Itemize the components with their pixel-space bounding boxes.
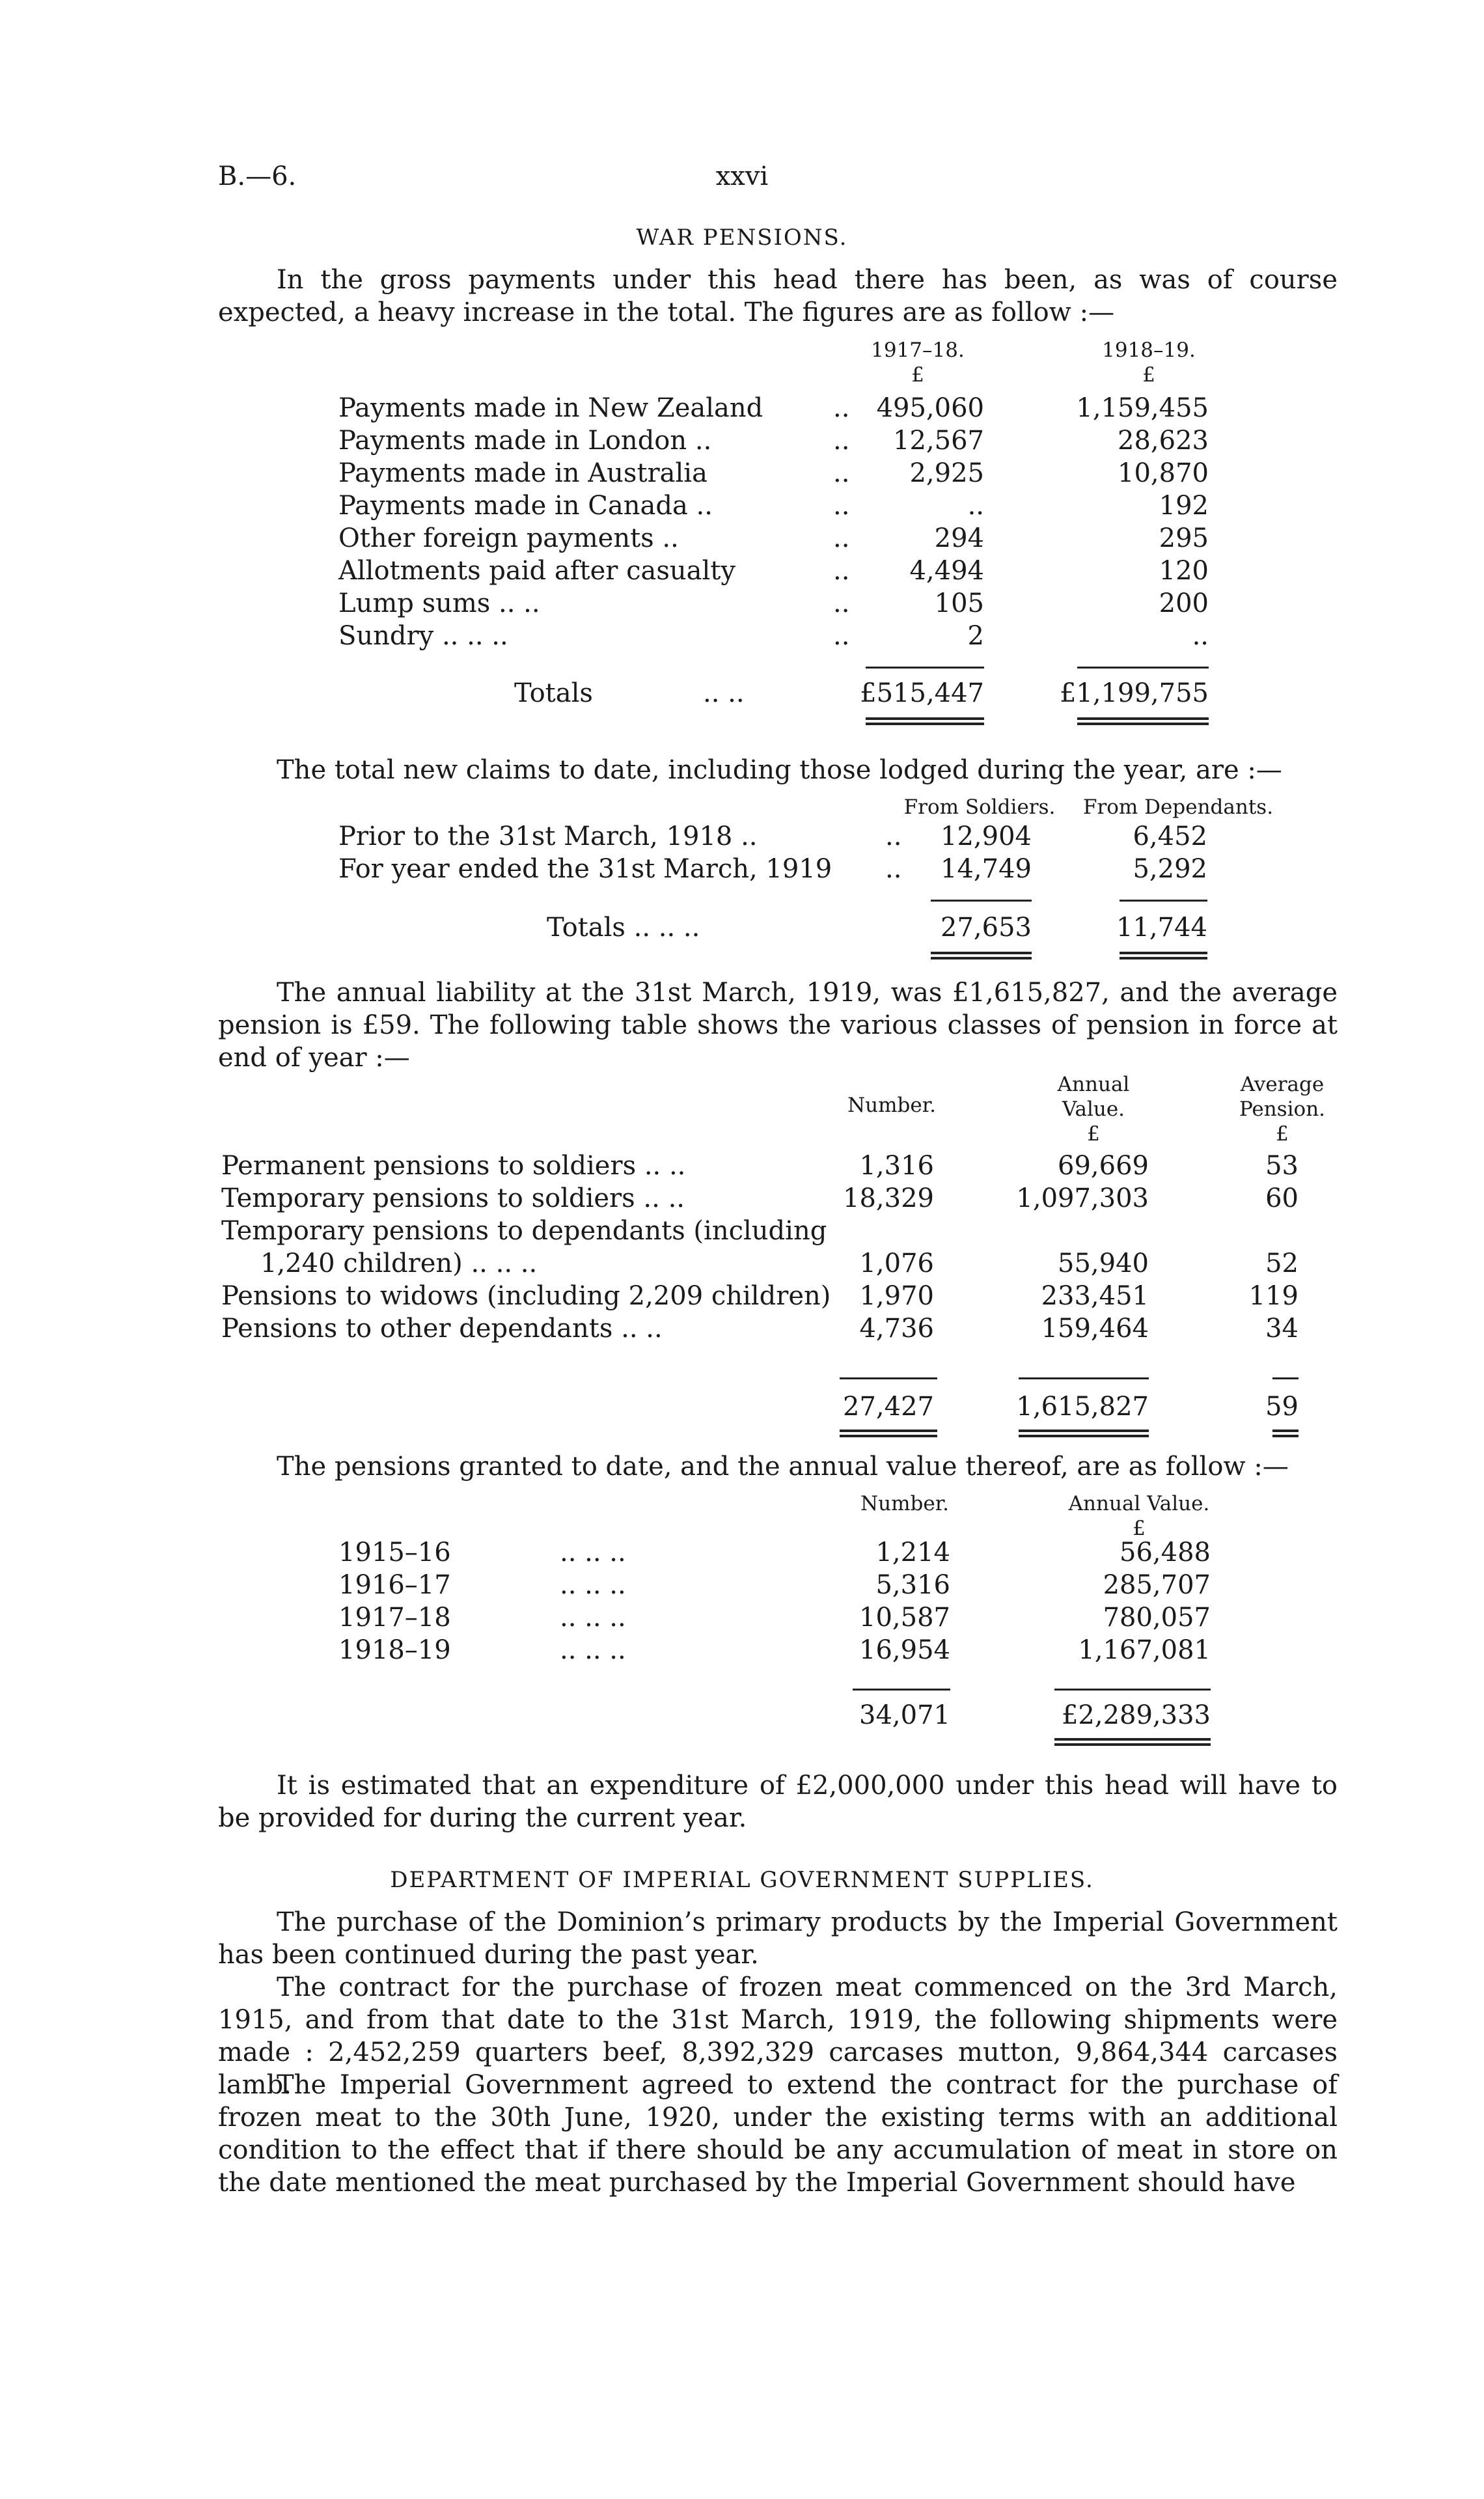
classes-row-value: 233,451 <box>1041 1281 1149 1311</box>
claims-row-label: For year ended the 31st March, 1919 <box>338 854 832 884</box>
gross-row-value-1917: 105 <box>934 588 984 618</box>
gross-double-rule-2 <box>1077 717 1209 725</box>
granted-unit: £ <box>1133 1517 1146 1540</box>
classes-row-label: Pensions to other dependants .. .. <box>221 1314 663 1344</box>
gross-col-header-1918: 1918–19. <box>1102 338 1196 362</box>
classes-row-average: 60 <box>1265 1183 1298 1213</box>
classes-row-label: Temporary pensions to soldiers .. .. <box>221 1183 685 1213</box>
gross-row-label: Lump sums .. .. <box>338 588 540 618</box>
claims-row-soldiers: 14,749 <box>941 854 1032 884</box>
gross-row-leader: .. <box>833 426 850 456</box>
section-code: B.—6. <box>218 161 297 191</box>
granted-row-leader: .. .. .. <box>560 1538 626 1567</box>
gross-double-rule-1 <box>866 717 984 725</box>
granted-rule-2 <box>1054 1689 1211 1691</box>
granted-row-number: 10,587 <box>859 1603 950 1633</box>
claims-totals-label: Totals .. .. .. <box>547 913 700 943</box>
granted-row-leader: .. .. .. <box>560 1635 626 1665</box>
granted-row-year: 1916–17 <box>338 1570 451 1600</box>
classes-row-value: 1,097,303 <box>1016 1183 1149 1213</box>
granted-col-value: Annual Value. <box>1068 1492 1210 1515</box>
gross-rule-2 <box>1077 667 1209 669</box>
gross-row-value-1917: 2,925 <box>909 458 984 488</box>
gross-totals-leader: .. .. <box>703 678 745 708</box>
granted-row-value: 285,707 <box>1103 1570 1211 1600</box>
classes-unit-value: £ <box>1087 1122 1100 1146</box>
gross-row-leader: .. <box>833 393 850 423</box>
granted-row-value: 56,488 <box>1120 1538 1211 1567</box>
gross-row-label: Allotments paid after casualty <box>338 556 735 586</box>
classes-row-number: 1,316 <box>859 1151 934 1181</box>
gross-row-value-1917: 495,060 <box>876 393 984 423</box>
claims-intro: The total new claims to date, including those lodged during the year, are :— <box>277 755 1282 785</box>
gross-row-value-1917: 294 <box>934 523 984 553</box>
classes-row-label: Temporary pensions to dependants (including <box>221 1216 827 1246</box>
classes-rule-2 <box>1019 1377 1149 1379</box>
classes-unit-pension: £ <box>1276 1122 1289 1146</box>
gross-row-value-1918: 1,159,455 <box>1076 393 1209 423</box>
gross-rule-1 <box>866 667 984 669</box>
classes-rule-1 <box>840 1377 937 1379</box>
claims-row-dependants: 5,292 <box>1133 854 1207 884</box>
claims-double-rule-1 <box>931 952 1032 960</box>
granted-total-number: 34,071 <box>859 1700 950 1730</box>
claims-col-dependants: From Dependants. <box>1082 795 1274 819</box>
gross-row-value-1917: 12,567 <box>893 426 984 456</box>
estimate-paragraph: It is estimated that an expenditure of £2,000,000 under this head will have to be provided for during the current year. <box>218 1771 1338 1833</box>
gross-row-value-1917: 2 <box>967 621 984 651</box>
gross-row-leader: .. <box>833 523 850 553</box>
classes-row-number: 18,329 <box>843 1183 934 1213</box>
granted-row-year: 1915–16 <box>338 1538 451 1567</box>
classes-row-value: 159,464 <box>1041 1314 1149 1344</box>
gross-row-label: Payments made in New Zealand <box>338 393 763 423</box>
liability-paragraph: The annual liability at the 31st March, 1919, was £1,615,827, and the average pension is £59. The following table shows the various classes of pension in force at end of year :— <box>218 978 1338 1073</box>
gross-row-leader: .. <box>833 621 850 651</box>
classes-total-average: 59 <box>1265 1392 1298 1422</box>
imperial-paragraph-2: The contract for the purchase of frozen meat commenced on the 3rd March, 1915, and from that date to the 31st March, 1919, the following shipments were made : 2,452,259 quarters beef, 8,392,329 carcases mutton, 9,864,344 carcases lamb. <box>218 1972 1338 2100</box>
gross-row-value-1918: 200 <box>1159 588 1209 618</box>
granted-row-leader: .. .. .. <box>560 1570 626 1600</box>
classes-row-value: 69,669 <box>1058 1151 1149 1181</box>
granted-rule-1 <box>853 1689 950 1691</box>
granted-row-leader: .. .. .. <box>560 1603 626 1633</box>
gross-row-leader: .. <box>833 458 850 488</box>
classes-col-value: Value. <box>1062 1098 1125 1121</box>
gross-row-label: Payments made in London .. <box>338 426 712 456</box>
claims-row-soldiers: 12,904 <box>941 821 1032 851</box>
classes-row-number: 1,076 <box>859 1249 934 1278</box>
gross-col-header-1917: 1917–18. <box>871 338 965 362</box>
classes-row-average: 52 <box>1265 1249 1298 1278</box>
claims-row-label: Prior to the 31st March, 1918 .. <box>338 821 758 851</box>
granted-row-year: 1917–18 <box>338 1603 451 1633</box>
imperial-supplies-heading: DEPARTMENT OF IMPERIAL GOVERNMENT SUPPLIES. <box>390 1867 1094 1893</box>
gross-row-label: Sundry .. .. .. <box>338 621 508 651</box>
classes-col-annual: Annual <box>1057 1073 1130 1096</box>
classes-row-average: 34 <box>1265 1314 1298 1344</box>
classes-total-value: 1,615,827 <box>1016 1392 1149 1422</box>
granted-double-rule <box>1054 1738 1211 1746</box>
claims-double-rule-2 <box>1120 952 1207 960</box>
granted-row-value: 1,167,081 <box>1078 1635 1211 1665</box>
gross-row-leader: .. <box>833 556 850 586</box>
war-pensions-intro: In the gross payments under this head there has been, as was of course expected, a heavy increase in the total. The figures are as follow :— <box>218 265 1338 327</box>
gross-row-value-1917: .. <box>967 491 984 521</box>
classes-row-average: 53 <box>1265 1151 1298 1181</box>
classes-row-number: 4,736 <box>859 1314 934 1344</box>
gross-unit-2: £ <box>1142 363 1155 387</box>
gross-row-value-1918: .. <box>1192 621 1209 651</box>
claims-col-soldiers: From Soldiers. <box>903 795 1056 819</box>
classes-row-label: Permanent pensions to soldiers .. .. <box>221 1151 686 1181</box>
granted-row-number: 5,316 <box>875 1570 950 1600</box>
gross-total-1918: £1,199,755 <box>1059 678 1209 708</box>
granted-row-value: 780,057 <box>1103 1603 1211 1633</box>
page-number: xxvi <box>715 161 769 191</box>
classes-row-value: 55,940 <box>1058 1249 1149 1278</box>
gross-total-1917: £515,447 <box>860 678 984 708</box>
gross-row-label: Payments made in Australia <box>338 458 708 488</box>
claims-rule-1 <box>931 900 1032 902</box>
claims-row-leader: .. <box>885 821 902 851</box>
gross-row-value-1918: 10,870 <box>1118 458 1209 488</box>
gross-row-leader: .. <box>833 491 850 521</box>
gross-row-label: Payments made in Canada .. <box>338 491 713 521</box>
classes-col-pension: Pension. <box>1239 1098 1326 1121</box>
gross-row-value-1918: 192 <box>1159 491 1209 521</box>
claims-row-dependants: 6,452 <box>1133 821 1207 851</box>
classes-double-rule-1 <box>840 1429 937 1437</box>
gross-row-value-1918: 120 <box>1159 556 1209 586</box>
gross-unit-1: £ <box>911 363 924 387</box>
gross-row-label: Other foreign payments .. <box>338 523 679 553</box>
gross-row-value-1918: 295 <box>1159 523 1209 553</box>
granted-row-number: 1,214 <box>875 1538 950 1567</box>
classes-row-label-cont: 1,240 children) .. .. .. <box>260 1249 538 1278</box>
imperial-paragraph-1: The purchase of the Dominion’s primary products by the Imperial Government has been continued during the past year. <box>218 1907 1338 1970</box>
classes-row-number: 1,970 <box>859 1281 934 1311</box>
claims-row-leader: .. <box>885 854 902 884</box>
gross-totals-label: Totals <box>514 678 593 708</box>
gross-row-value-1917: 4,494 <box>909 556 984 586</box>
granted-row-number: 16,954 <box>859 1635 950 1665</box>
imperial-paragraph-3: The Imperial Government agreed to extend the contract for the purchase of frozen meat to the 30th June, 1920, under the existing terms with an additional condition to the effect that if there should be any accumulation of meat in store on the date mentioned the meat purchased by the Imperial Government should have <box>218 2070 1338 2198</box>
claims-total-dependants: 11,744 <box>1116 913 1207 943</box>
war-pensions-heading: WAR PENSIONS. <box>636 225 848 251</box>
classes-double-rule-3 <box>1272 1429 1298 1437</box>
granted-intro: The pensions granted to date, and the annual value thereof, are as follow :— <box>277 1452 1289 1482</box>
gross-row-value-1918: 28,623 <box>1118 426 1209 456</box>
granted-row-year: 1918–19 <box>338 1635 451 1665</box>
classes-rule-3 <box>1272 1377 1298 1379</box>
classes-double-rule-2 <box>1019 1429 1149 1437</box>
classes-col-number: Number. <box>847 1094 936 1117</box>
classes-row-average: 119 <box>1248 1281 1298 1311</box>
claims-rule-2 <box>1120 900 1207 902</box>
granted-col-number: Number. <box>860 1492 949 1515</box>
classes-total-number: 27,427 <box>843 1392 934 1422</box>
claims-total-soldiers: 27,653 <box>941 913 1032 943</box>
classes-col-average: Average <box>1240 1073 1325 1096</box>
gross-row-leader: .. <box>833 588 850 618</box>
classes-row-label: Pensions to widows (including 2,209 children) <box>221 1281 831 1311</box>
granted-total-value: £2,289,333 <box>1061 1700 1211 1730</box>
